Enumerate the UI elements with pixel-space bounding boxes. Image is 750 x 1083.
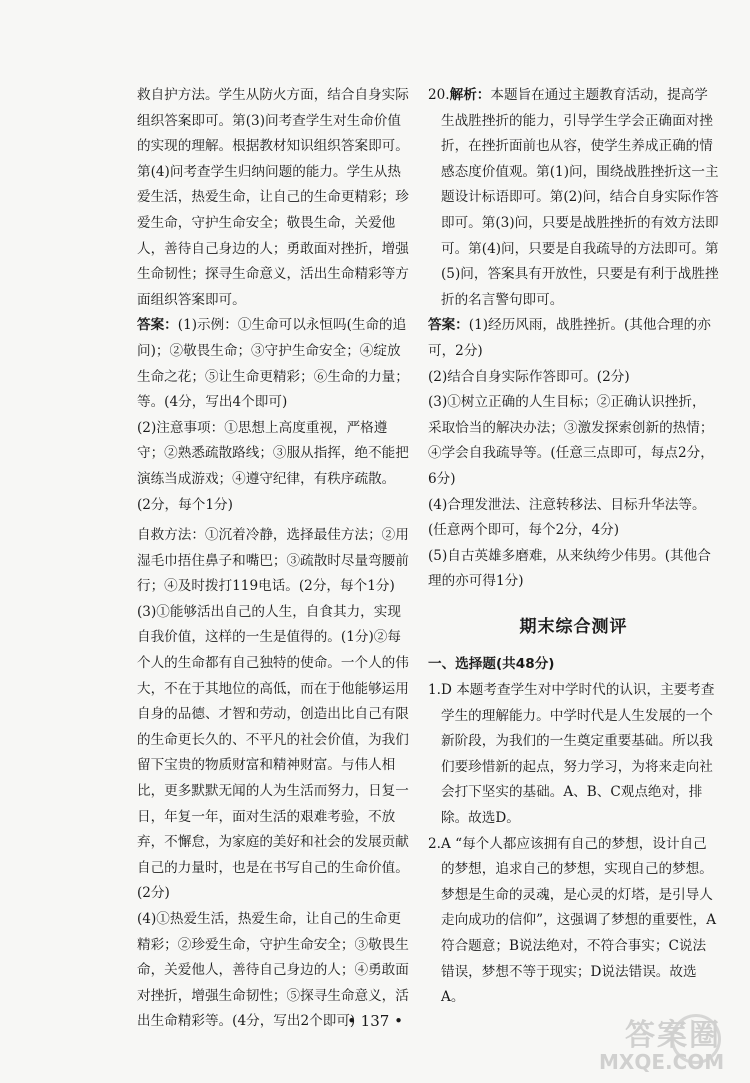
watermark-top-text: 答案圈	[625, 1018, 721, 1053]
watermark-logo	[595, 1010, 745, 1080]
self-rescue-methods: 自救方法：①沉着冷静，选择最佳方法；②用湿毛巾捂住鼻子和嘴巴；③疏散时尽量弯腰前行；④及时拨打119电话。(2分，每个1分)	[137, 527, 409, 595]
answer-part-1	[137, 313, 409, 415]
analysis-continued: 救自护方法。学生从防火方面，结合自身实际组织答案即可。第(3)问考查学生对生命价值的实现的理解。根据教材知识组织答案即可。第(4)问考查学生归纳问题的能力。学生从热爱生活，热爱生命，让自己的生命更精彩；珍爱生命，守护生命安全；敬畏生命，关爱他人，善待自己身边的人；勇敢面对挫折，增强生命韧性；探寻生命意义，活出生命精彩等方面组织答案即可。	[137, 87, 409, 308]
mc-item-2-num: 2.A	[428, 835, 451, 852]
mc-item-1-text: 本题考查学生对中学时代的认识，主要考查学生的理解能力。中学时代是人生发展的一个新阶段，为我们的一生奠定重要基础。所以我们要珍惜新的起点，努力学习，为将来走向社会打下坚实的基础。A、B、C观点绝对，排除。故选D。	[441, 682, 715, 827]
mc-item-1-num: 1.D	[428, 682, 452, 699]
answer-part-1-text: (1)示例：①生命可以永恒吗(生命的追问)；②敬畏生命；③守护生命安全；④绽放生命之花；⑤让生命更精彩；⑥生命的力量；等。(4分，写出4个即可)	[137, 317, 409, 411]
section-title: 期末综合测评	[519, 616, 628, 637]
answer-label: 答案：	[137, 317, 178, 334]
answer-part-4: (4)①热爱生活，热爱生命，让自己的生命更精彩；②珍爱生命，守护生命安全；③敬畏生命，关爱他人，善待自己身边的人；④勇敢面对挫折，增强生命韧性；⑤探寻生命意义，活出生命精彩等。(4分，写出2个即可)	[137, 911, 409, 1030]
mc-item-2-text: “每个人都应该拥有自己的梦想，设计自己的梦想，追求自己的梦想，实现自己的梦想。梦想是生命的灵魂，是心灵的灯塔，是引导人走向成功的信仰”，这强调了梦想的重要性，A符合题意；B说法绝对，不符合事实；C说法错误，梦想不等于现实；D说法错误。故选A。	[441, 835, 717, 1006]
q20-analysis	[428, 83, 719, 313]
page-number: • 137 •	[347, 1012, 403, 1030]
left-column	[137, 83, 409, 1035]
section-subtitle: 一、选择题(共48分)	[428, 656, 555, 673]
answer-part-3: (3)①能够活出自己的人生，自食其力，实现自我价值，这样的一生是值得的。(1分)②每个人的生命都有自己独特的使命。一个人的伟大，不在于其地位的高低，而在于他能够运用自身的品德、才智和劳动，创造出比自己有限的生命更长久的、不平凡的社会价值，为我们留下宝贵的物质财富和精神财富。与伟人相比，更多默默无闻的人为生活而努力，日复一日，年复一年，面对生活的艰难考验，不放弃，不懈怠，为家庭的美好和社会的发展贡献自己的力量时，也是在书写自己的生命价值。(2分)	[137, 603, 409, 902]
mc-item-2	[428, 832, 719, 1011]
answer-label: 答案：	[428, 317, 469, 334]
analysis-label: 解析：	[449, 87, 491, 103]
q20-answer-4: (4)合理发泄法、注意转移法、目标升华法等。(任意两个即可，每个2分，4分)	[428, 496, 706, 539]
watermark-bottom-text: MXQE.COM	[599, 1050, 725, 1074]
q20-answer-3: (3)①树立正确的人生目标；②正确认识挫折，采取恰当的解决办法；③激发探索创新的热情；④学会自我疏导等。(任意三点即可，每点2分，6分)	[428, 394, 714, 487]
q20-answer-2: (2)结合自身实际作答即可。(2分)	[428, 368, 630, 385]
right-column	[428, 83, 719, 1011]
q20-analysis-text: 本题旨在通过主题教育活动，提高学生战胜挫折的能力，引导学生学会正确面对挫折，在挫折面前也从容，使学生养成正确的情感态度价值观。第(1)问，围绕战胜挫折这一主题设计标语即可。第(2)问，结合自身实际作答即可。第(3)问，只要是战胜挫折的有效方法即可。第(4)问，只要是自我疏导的方法即可。第(5)问，答案具有开放性，只要是有利于战胜挫折的名言警句即可。	[441, 87, 719, 308]
q20-answer-5: (5)自古英雄多磨难，从来纨绔少伟男。(其他合理的亦可得1分)	[428, 547, 711, 590]
mc-item-1	[428, 678, 719, 832]
q20-answer-1-text: (1)经历风雨，战胜挫折。(其他合理的亦可，2分)	[428, 317, 711, 359]
q20-number: 20.	[428, 87, 450, 103]
answer-part-2: (2)注意事项：①思想上高度重视，严格遵守；②熟悉疏散路线；③服从指挥，绝不能把演练当成游戏；④遵守纪律，有秩序疏散。(2分，每个1分)	[137, 419, 409, 513]
q20-answer-1	[428, 313, 719, 364]
